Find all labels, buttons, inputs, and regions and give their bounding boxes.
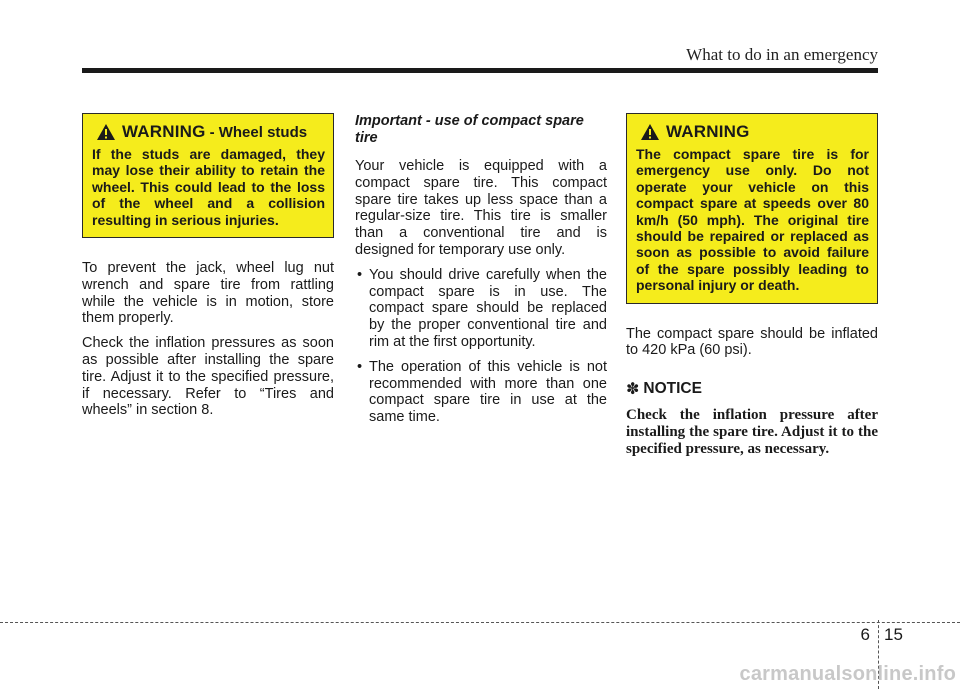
bullet-icon: •	[357, 266, 363, 283]
list-item: • You should drive carefully when the compact spare is in use. The compact spare should be replaced by the proper conventional tire and rim at the first opportunity.	[357, 266, 607, 350]
paragraph-intro: Your vehicle is equipped with a compact spare tire. This compact spare tire takes up less space than a regular-size tire. This tire is smaller than a conventional tire and is designed for temporary use only.	[355, 158, 607, 258]
paragraph-inflate: The compact spare should be inflated to 420 kPa (60 psi).	[626, 325, 878, 359]
warning-triangle-icon	[96, 123, 116, 141]
warning-text: The compact spare tire is for emergency use only. Do not operate your vehicle on this compact spare at speeds over 80 km/h (50 mph). The original tire should be repaired or replaced as soon as possible to avoid failure of the spare possibly leading to personal injury or death.	[636, 146, 869, 294]
warning-title-row	[636, 122, 869, 142]
notice-heading	[626, 379, 878, 399]
section-number: 6	[860, 625, 870, 644]
warning-subtitle: - Wheel studs	[209, 123, 308, 141]
watermark: carmanualsonline.info	[739, 663, 956, 685]
bullet-icon: •	[357, 358, 363, 375]
warning-title-row	[92, 122, 325, 142]
section-subhead: Important - use of compact spare tire	[355, 113, 584, 146]
footer-rule	[0, 622, 960, 623]
paragraph-inflation: Check the inflation pressures as soon as possible after installing the spare tire. Adjust it to the specified pressure, if necessary. Refer to “Tires and wheels” in section 8.	[82, 335, 334, 419]
column-2	[355, 113, 607, 434]
warning-text: If the studs are damaged, they may lose their ability to retain the wheel. This could lead to the loss of the wheel and a collision resulting in serious injuries.	[92, 146, 325, 228]
header-rule	[82, 68, 878, 73]
list-item: • The operation of this vehicle is not recommended with more than one compact spare tire in use at the same time.	[357, 358, 607, 426]
warning-box-wheel-studs	[82, 113, 334, 238]
notice-title: NOTICE	[643, 380, 702, 398]
paragraph-storage: To prevent the jack, wheel lug nut wrench and spare tire from rattling while the vehicle is in motion, store them properly.	[82, 260, 334, 327]
warning-title: WARNING	[666, 122, 750, 141]
notice-star-icon: ✽	[626, 381, 640, 399]
bullet-list	[355, 267, 607, 426]
column-3	[626, 113, 878, 458]
column-1	[82, 113, 334, 427]
warning-box-compact-spare	[626, 113, 878, 304]
page-number: 15	[884, 625, 903, 644]
warning-title: WARNING	[122, 122, 206, 141]
notice-text: Check the inflation pressure after installing the spare tire. Adjust it to the specified pressure, as necessary.	[626, 407, 878, 458]
page-header-title: What to do in an emergency	[686, 45, 878, 64]
warning-triangle-icon	[640, 123, 660, 141]
